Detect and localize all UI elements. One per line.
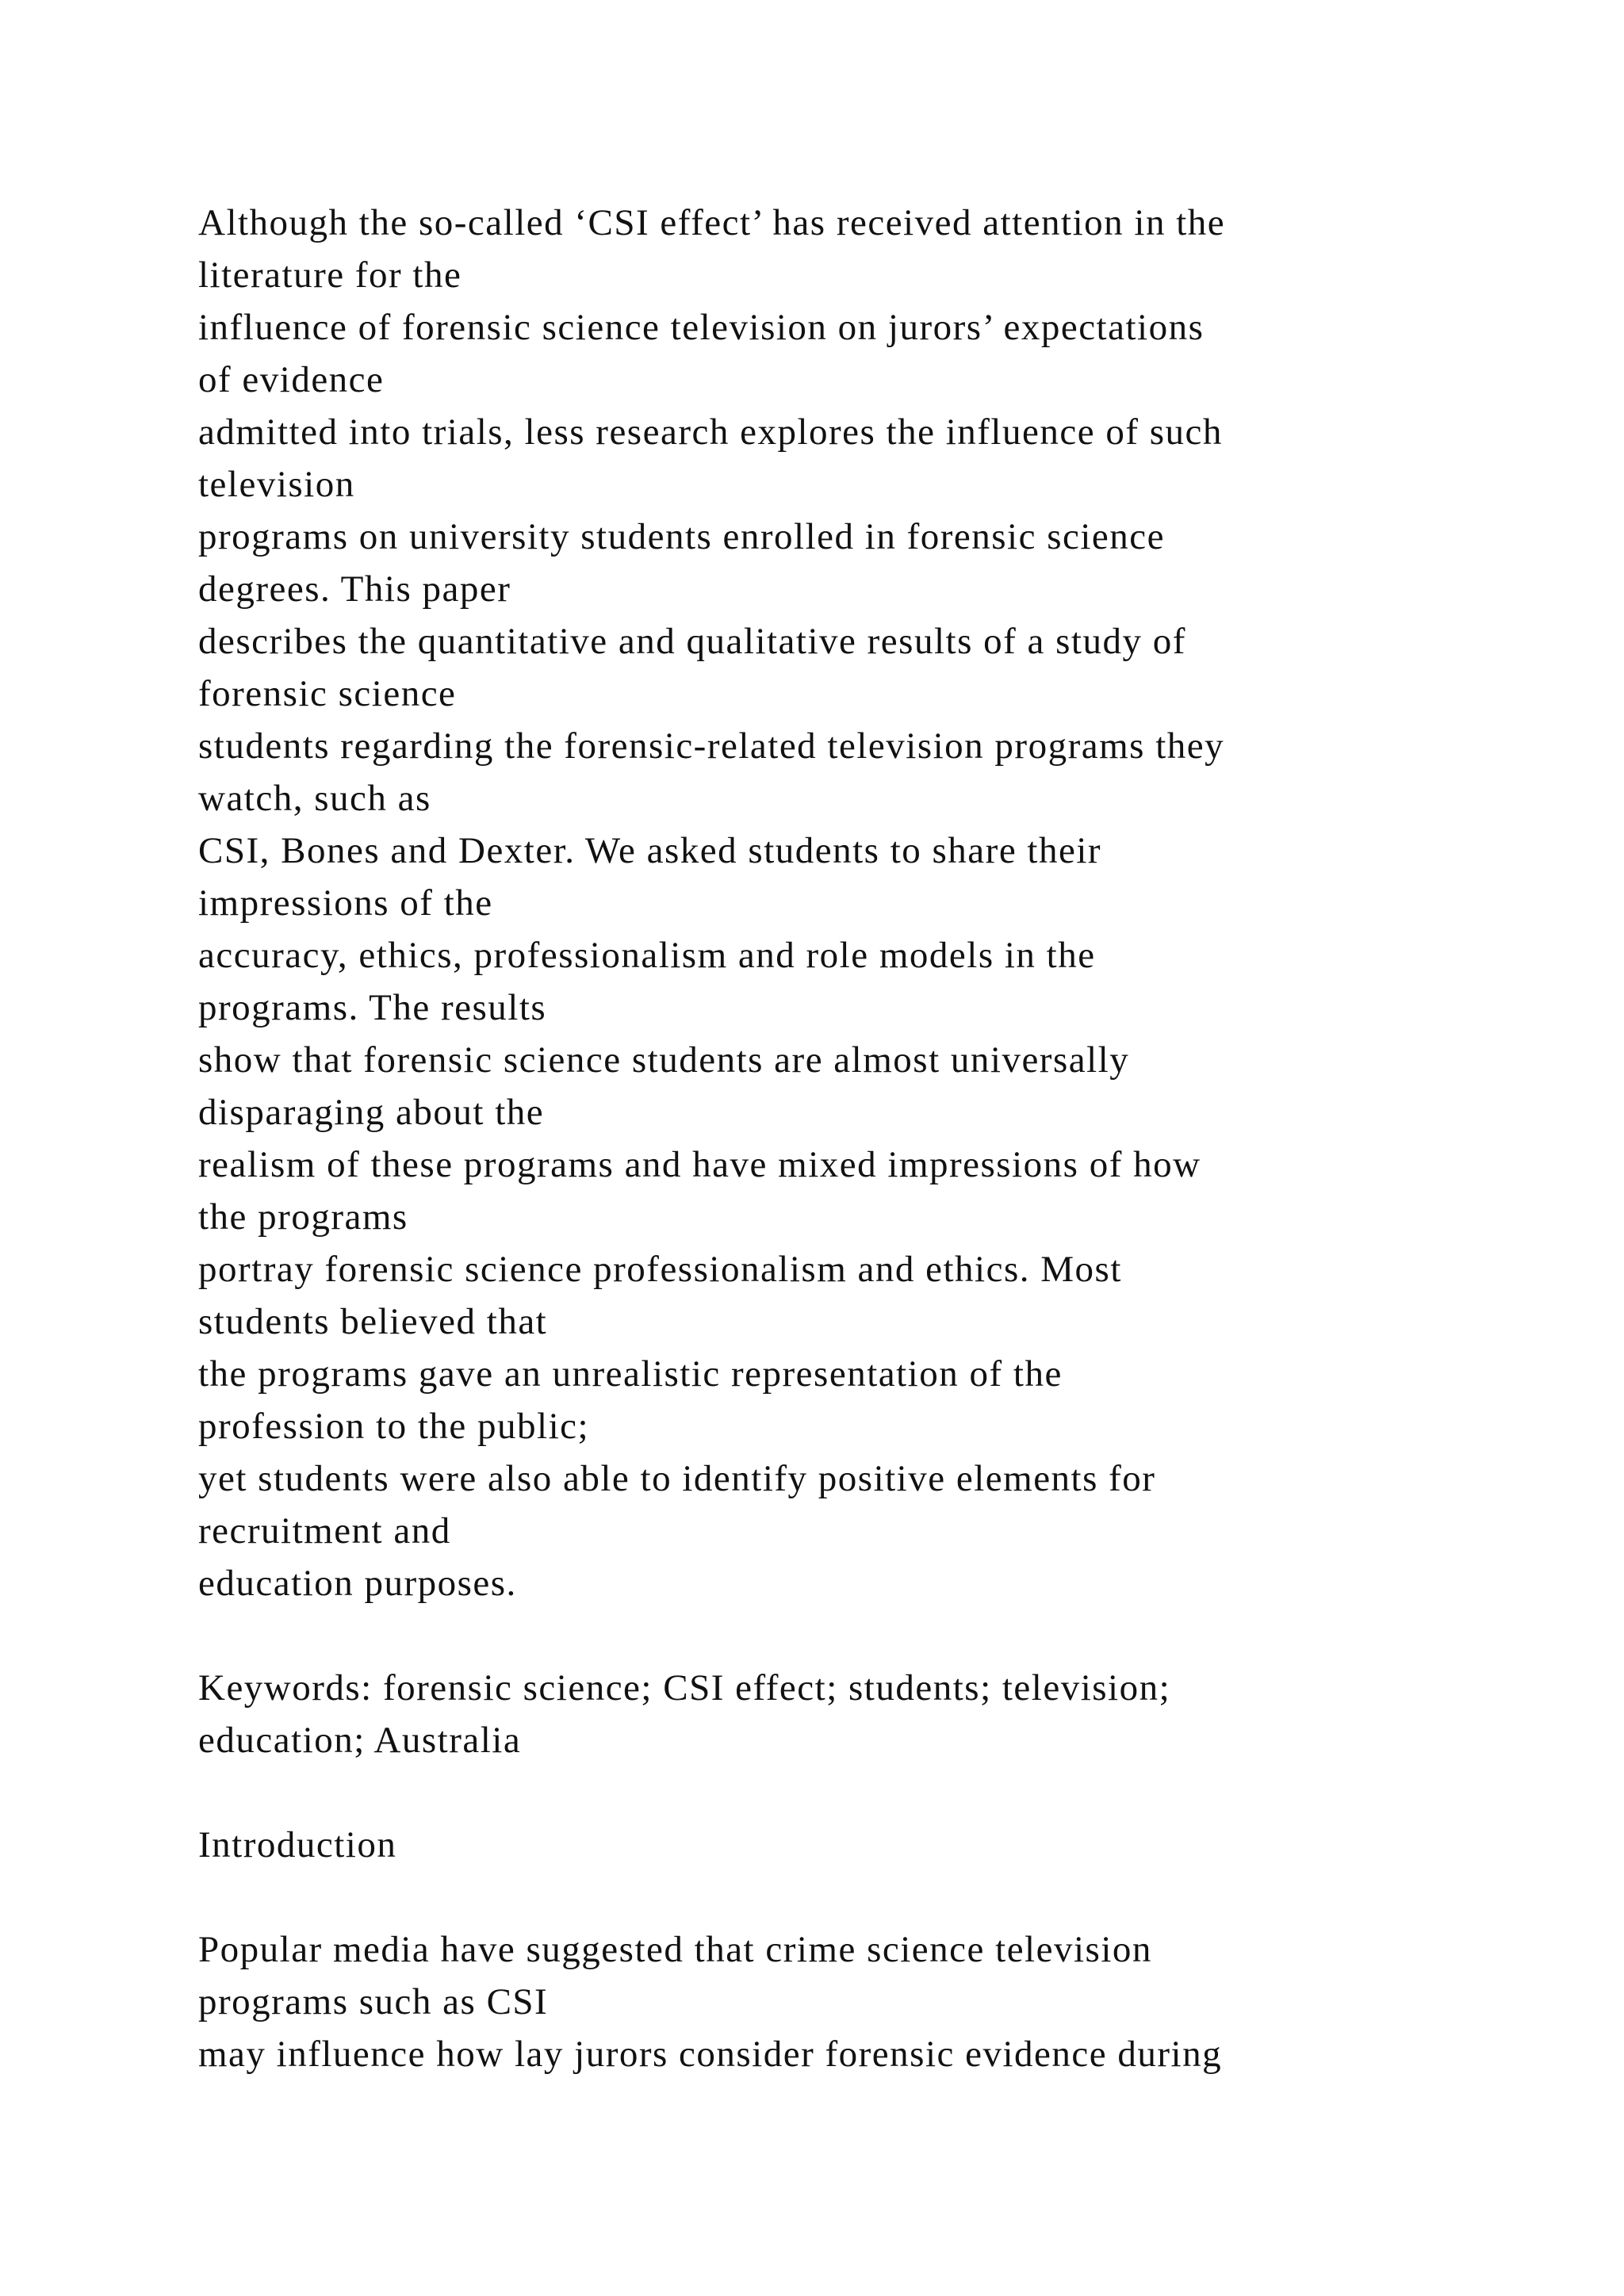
abstract-line: impressions of the <box>198 882 493 924</box>
abstract-line: CSI, Bones and Dexter. We asked students to share their <box>198 830 1102 871</box>
introduction-line: programs such as CSI <box>198 1981 549 2022</box>
introduction-line: Popular media have suggested that crime science television <box>198 1929 1152 1970</box>
abstract-line: the programs <box>198 1196 408 1238</box>
keywords-paragraph <box>198 1662 1467 1766</box>
introduction-paragraph <box>198 1923 1467 2080</box>
introduction-line: may influence how lay jurors consider forensic evidence during <box>198 2034 1223 2075</box>
abstract-line: television <box>198 464 355 505</box>
abstract-line: realism of these programs and have mixed impressions of how <box>198 1144 1201 1185</box>
abstract-line: recruitment and <box>198 1510 451 1552</box>
abstract-line: the programs gave an unrealistic representation of the <box>198 1353 1063 1395</box>
section-heading-introduction: Introduction <box>198 1824 397 1866</box>
abstract-line: influence of forensic science television on jurors’ expectations <box>198 307 1205 348</box>
abstract-line: students regarding the forensic-related television programs they <box>198 725 1225 767</box>
abstract-line: forensic science <box>198 673 457 714</box>
paragraph-spacer <box>198 1871 1467 1923</box>
abstract-line: disparaging about the <box>198 1092 545 1133</box>
abstract-line: describes the quantitative and qualitative results of a study of <box>198 621 1186 662</box>
keywords-line: Keywords: forensic science; CSI effect; students; television; <box>198 1667 1171 1709</box>
abstract-line: Although the so-called ‘CSI effect’ has received attention in the <box>198 202 1226 243</box>
abstract-line: programs. The results <box>198 987 547 1028</box>
abstract-line: accuracy, ethics, professionalism and role models in the <box>198 935 1096 976</box>
paragraph-spacer <box>198 1609 1467 1662</box>
abstract-line: admitted into trials, less research explores the influence of such <box>198 411 1223 453</box>
abstract-line: students believed that <box>198 1301 548 1342</box>
abstract-line: literature for the <box>198 254 462 296</box>
abstract-line: yet students were also able to identify positive elements for <box>198 1458 1156 1499</box>
abstract-paragraph <box>198 197 1467 1609</box>
abstract-line: of evidence <box>198 359 385 400</box>
abstract-line: watch, such as <box>198 778 431 819</box>
abstract-line: programs on university students enrolled in forensic science <box>198 516 1166 557</box>
abstract-line: profession to the public; <box>198 1406 590 1447</box>
keywords-line: education; Australia <box>198 1720 522 1761</box>
abstract-line: education purposes. <box>198 1563 517 1604</box>
paragraph-spacer <box>198 1766 1467 1819</box>
abstract-line: degrees. This paper <box>198 568 511 610</box>
abstract-line: portray forensic science professionalism and ethics. Most <box>198 1249 1122 1290</box>
abstract-line: show that forensic science students are almost universally <box>198 1039 1130 1081</box>
document-body <box>198 197 1467 2080</box>
